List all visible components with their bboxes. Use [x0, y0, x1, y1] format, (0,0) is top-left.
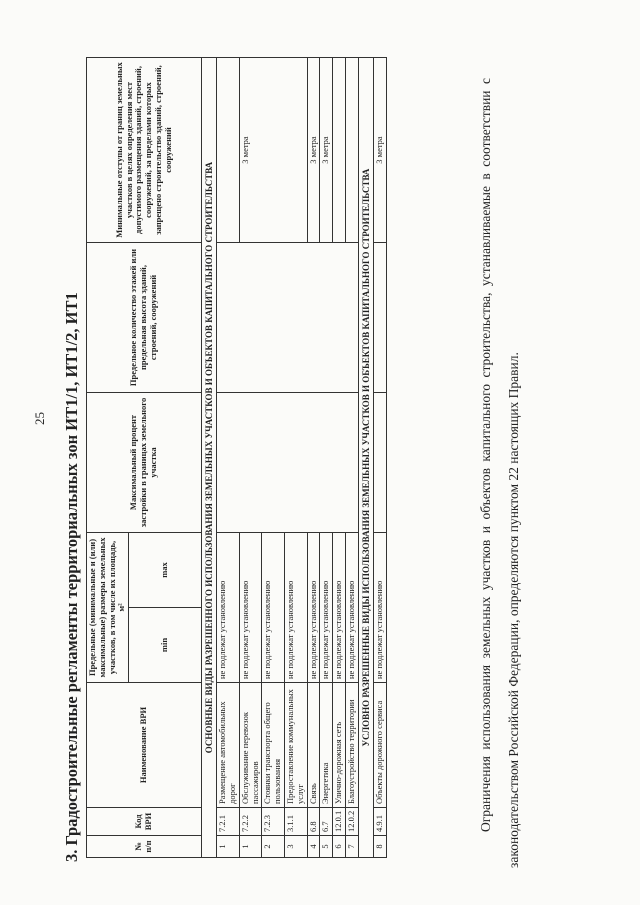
row-num: 1	[217, 836, 240, 858]
row-num: 1	[239, 836, 262, 858]
row-code: 12.0.1	[333, 808, 346, 836]
row-code: 7.2.3	[262, 808, 285, 836]
title-block	[62, 142, 82, 862]
header-max-percent: Максимальный процент застройки в границах земельного участка	[87, 393, 202, 533]
row-name: Объекты дорожного сервиса	[373, 683, 386, 808]
row-code: 6.7	[320, 808, 333, 836]
footer-paragraph-block	[472, 78, 529, 868]
row-code: 12.0.2	[345, 808, 358, 836]
row-code: 3.1.1	[285, 808, 308, 836]
row-num: 7	[345, 836, 358, 858]
header-code: Код ВРИ	[87, 808, 202, 836]
regulation-table-container	[86, 58, 436, 858]
table-row	[373, 58, 386, 858]
row-setback: 3 метра	[373, 58, 386, 243]
section-conditional-heading: УСЛОВНО РАЗРЕШЕННЫЕ ВИДЫ ИСПОЛЬЗОВАНИЯ ЗЕМЕЛЬНЫХ УЧАСТКОВ И ОБЪЕКТОВ КАПИТАЛЬНОГО СТРОИТЕЛЬСТВА	[358, 58, 373, 858]
row-size: не подлежат установлению	[333, 533, 346, 683]
row-code: 6.8	[307, 808, 320, 836]
row-name: Обслуживание перевозок пассажиров	[239, 683, 262, 808]
header-name: Наименование ВРИ	[87, 683, 202, 808]
row-name: Благоустройство территории	[345, 683, 358, 808]
row-name: Стоянки транспорта общего пользования	[262, 683, 285, 808]
row-code: 4.9.1	[373, 808, 386, 836]
row-percent	[217, 393, 358, 533]
header-num: № п/п	[87, 836, 202, 858]
table-row	[217, 58, 240, 858]
table-body	[202, 58, 387, 858]
row-percent	[373, 393, 386, 533]
row-num: 6	[333, 836, 346, 858]
row-floors	[217, 243, 358, 393]
header-max-floors: Предельное количество этажей или предельная высота зданий, строений, сооружений	[87, 243, 202, 393]
regulation-table	[86, 57, 387, 858]
row-name: Размещение автомобильных дорог	[217, 683, 240, 808]
row-num: 4	[307, 836, 320, 858]
row-setback	[333, 58, 346, 243]
row-name: Энергетика	[320, 683, 333, 808]
row-num: 5	[320, 836, 333, 858]
row-name: Связь	[307, 683, 320, 808]
row-size: не подлежат установлению	[285, 533, 308, 683]
row-num: 8	[373, 836, 386, 858]
row-name: Улично-дорожная сеть	[333, 683, 346, 808]
row-code: 7.2.1	[217, 808, 240, 836]
row-setback	[345, 58, 358, 243]
page-number: 25	[32, 412, 47, 425]
row-setback: 3 метра	[320, 58, 333, 243]
row-num: 2	[262, 836, 285, 858]
header-min: min	[129, 608, 202, 683]
table-header	[87, 58, 202, 858]
header-max: max	[129, 533, 202, 608]
row-size: не подлежат установлению	[345, 533, 358, 683]
row-setback	[217, 58, 240, 243]
row-size: не подлежат установлению	[307, 533, 320, 683]
row-floors	[373, 243, 386, 393]
header-min-setback: Минимальные отступы от границ земельных участков в целях определения мест допустимого размещения зданий, строений, сооружений, за пределами которых запрещено строительство зданий, строений, сооружений	[87, 58, 202, 243]
row-size: не подлежат установлению	[217, 533, 240, 683]
row-size: не подлежат установлению	[373, 533, 386, 683]
page-title: 3. Градостроительные регламенты территориальных зон ИТ1/1, ИТ1/2, ИТ1	[62, 292, 81, 862]
row-name: Предоставление коммунальных услуг	[285, 683, 308, 808]
footer-paragraph: Ограничения использования земельных участков и объектов капитального строительства, устанавливаемые в соответствии с законодательством Российской Федерации, определяются пунктом 22 настоящих Правил.	[478, 78, 522, 868]
row-setback: 3 метра	[307, 58, 320, 243]
row-num: 3	[285, 836, 308, 858]
section-main-heading: ОСНОВНЫЕ ВИДЫ РАЗРЕШЕННОГО ИСПОЛЬЗОВАНИЯ ЗЕМЕЛЬНЫХ УЧАСТКОВ И ОБЪЕКТОВ КАПИТАЛЬНОГО СТРОИТЕЛЬСТВА	[202, 58, 217, 858]
row-code: 7.2.2	[239, 808, 262, 836]
row-size: не подлежат установлению	[320, 533, 333, 683]
header-size-group: Предельные (минимальные и (или) максимальные) размеры земельных участков, в том числе их площадь, м²	[87, 533, 129, 683]
row-size: не подлежат установлению	[262, 533, 285, 683]
row-size: не подлежат установлению	[239, 533, 262, 683]
row-setback: 3 метра	[239, 58, 307, 243]
